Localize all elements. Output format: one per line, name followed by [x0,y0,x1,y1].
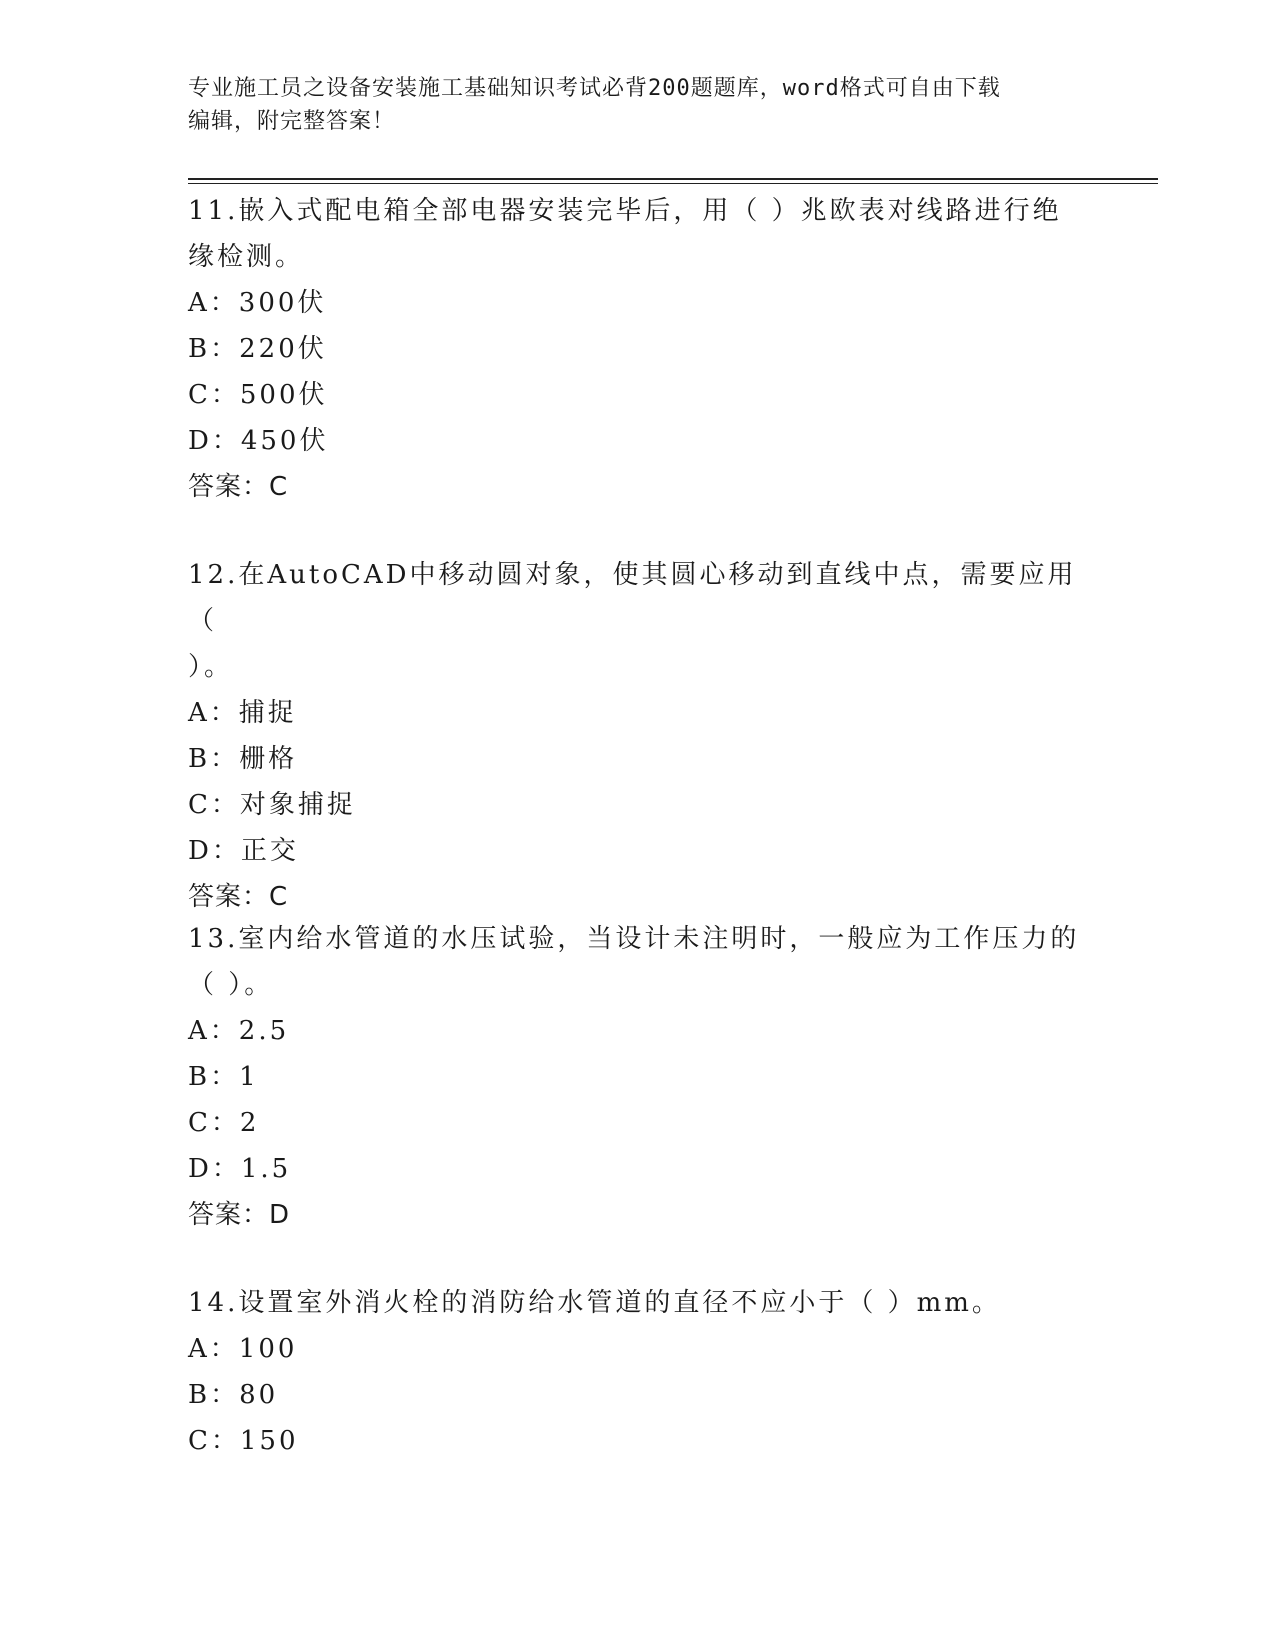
answer: 答案：C [188,472,289,502]
document-header [188,72,1088,138]
question-stem [188,188,1088,280]
option-a: A：捕捉 [188,698,297,728]
option-c: C：对象捕捉 [188,790,356,820]
option-c: C：500伏 [188,380,328,410]
question-12 [188,552,1088,920]
question-stem-line-2: ）。 [188,652,234,682]
question-stem-line-2: （ ）。 [188,970,274,1000]
header-divider-thick [188,178,1158,180]
question-stem [188,916,1088,1008]
option-a: A：100 [188,1334,298,1364]
question-stem-line-1: 14.设置室外消火栓的消防给水管道的直径不应小于（ ）mm。 [188,1288,1001,1318]
question-stem-line-1: 13.室内给水管道的水压试验，当设计未注明时，一般应为工作压力的 [188,924,1080,954]
header-line-2: 编辑，附完整答案！ [188,109,396,134]
option-d: D：1.5 [188,1154,292,1184]
question-stem-line-1: 11.嵌入式配电箱全部电器安装完毕后，用（ ）兆欧表对线路进行绝 [188,196,1062,226]
option-c: C：150 [188,1426,299,1456]
answer: 答案：D [188,1200,291,1230]
option-b: B：220伏 [188,334,327,364]
option-b: B：栅格 [188,744,298,774]
answer: 答案：C [188,882,289,912]
option-b: B：1 [188,1062,259,1092]
option-d: D：正交 [188,836,299,866]
option-c: C：2 [188,1108,260,1138]
question-13 [188,916,1088,1238]
question-stem-line-1: 12.在AutoCAD中移动圆对象，使其圆心移动到直线中点，需要应用（ [188,560,1077,636]
option-a: A：2.5 [188,1016,290,1046]
question-stem [188,552,1088,690]
question-stem-line-2: 缘检测。 [188,242,305,272]
header-line-1: 专业施工员之设备安装施工基础知识考试必背200题题库，word格式可自由下载 [188,76,1001,101]
header-divider-thin [188,183,1158,184]
option-d: D：450伏 [188,426,329,456]
option-b: B：80 [188,1380,279,1410]
question-14 [188,1280,1088,1464]
question-stem [188,1280,1088,1326]
question-11 [188,188,1088,510]
option-a: A：300伏 [188,288,327,318]
